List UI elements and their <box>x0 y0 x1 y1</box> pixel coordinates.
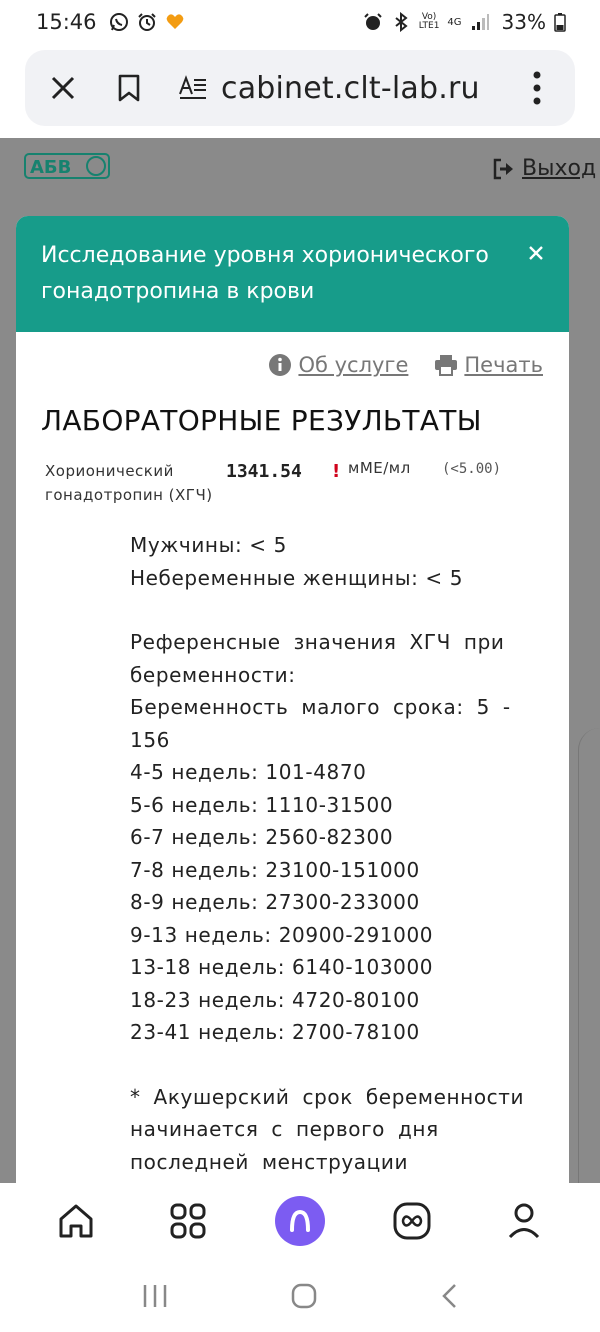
bluetooth-icon <box>391 12 411 32</box>
home-button[interactable] <box>48 1193 104 1249</box>
print-link[interactable] <box>434 348 543 382</box>
note-ref-heading: Референсные значения ХГЧ при беременности: <box>130 630 505 687</box>
status-bar <box>0 0 600 44</box>
note-footnote: * Акушерский срок беременности начинается с первого дня последней менструации <box>130 1084 525 1174</box>
app-heart-icon <box>165 12 185 32</box>
bookmark-button[interactable] <box>111 70 147 106</box>
svg-text:АБВ: АБВ <box>30 157 72 178</box>
about-service-link[interactable] <box>268 348 408 382</box>
note-men: Мужчины: < 5 <box>130 533 287 557</box>
week-range: 9-13 недель: 20900-291000 <box>130 922 434 947</box>
result-value: 1341.54 <box>226 461 302 482</box>
recent-apps-icon[interactable] <box>141 1283 169 1309</box>
alarm-icon <box>137 12 157 32</box>
reference-notes <box>16 529 569 1178</box>
close-tab-button[interactable] <box>45 70 81 106</box>
browser-toolbar <box>0 44 600 138</box>
result-row <box>16 459 569 529</box>
network-type: 4G <box>447 16 462 28</box>
browser-menu-button[interactable] <box>519 70 555 106</box>
home-circle-icon[interactable] <box>290 1282 318 1310</box>
reader-mode-button[interactable] <box>175 70 211 106</box>
status-time: 15:46 <box>36 10 97 34</box>
services-button[interactable] <box>160 1193 216 1249</box>
info-icon <box>268 353 292 377</box>
week-range: 13-18 недель: 6140-103000 <box>130 955 434 979</box>
week-range: 4-5 недель: 101-4870 <box>130 760 367 784</box>
battery-icon <box>554 12 566 32</box>
week-range: 5-6 недель: 1110-31500 <box>130 792 394 817</box>
modal-header <box>16 216 569 332</box>
alice-assistant-button[interactable] <box>272 1193 328 1249</box>
more-vertical-icon <box>532 71 542 105</box>
battery-percent: 33% <box>501 10 546 34</box>
week-range: 7-8 недель: 23100-151000 <box>130 857 420 882</box>
system-nav-bar <box>0 1259 600 1332</box>
result-reference: (<5.00) <box>442 461 502 477</box>
print-icon <box>434 354 458 376</box>
profile-icon <box>507 1202 541 1240</box>
grid-icon <box>170 1203 206 1239</box>
infinity-tabs-icon <box>393 1202 431 1240</box>
logout-link[interactable] <box>492 156 596 181</box>
modal-actions <box>16 332 569 382</box>
modal-title: Исследование уровня хорионического гонадотропина в крови <box>41 243 489 304</box>
alarm-icon <box>363 12 383 32</box>
week-range: 8-9 недель: 27300-233000 <box>130 890 420 914</box>
back-icon[interactable] <box>439 1282 459 1310</box>
web-page <box>0 138 600 1183</box>
url-text[interactable]: cabinet.clt-lab.ru <box>221 70 480 106</box>
signal-icon <box>470 12 490 32</box>
week-range: 6-7 недель: 2560-82300 <box>130 825 394 849</box>
tabs-button[interactable] <box>384 1193 440 1249</box>
bookmark-icon <box>117 74 141 102</box>
profile-button[interactable] <box>496 1193 552 1249</box>
result-name: Хорионический гонадотропин (ХГЧ) <box>45 462 213 504</box>
print-label: Печать <box>464 353 543 377</box>
address-bar[interactable] <box>25 50 575 126</box>
volte-label: Vo) LTE1 <box>418 12 440 31</box>
logout-icon <box>492 158 516 180</box>
section-title: ЛАБОРАТОРНЫЕ РЕЗУЛЬТАТЫ <box>41 404 482 437</box>
alice-icon <box>275 1196 325 1246</box>
logout-label: Выход <box>522 156 597 181</box>
service-details-modal <box>16 216 569 1183</box>
close-icon <box>50 75 76 101</box>
about-service-label: Об услуге <box>298 353 409 377</box>
result-unit: мМЕ/мл <box>348 459 411 477</box>
site-logo[interactable] <box>24 152 110 180</box>
whatsapp-icon <box>109 12 129 32</box>
modal-close-button[interactable] <box>525 242 547 264</box>
background-panel-edge <box>578 728 600 1183</box>
note-early-pregnancy: Беременность малого срока: 5 - 156 <box>130 695 511 752</box>
home-icon <box>56 1201 96 1241</box>
reader-mode-icon <box>178 74 208 102</box>
week-range: 23-41 недель: 2700-78100 <box>130 1020 420 1044</box>
browser-bottom-nav <box>0 1183 600 1259</box>
note-nonpregnant: Небеременные женщины: < 5 <box>130 565 464 590</box>
week-range: 18-23 недель: 4720-80100 <box>130 987 420 1012</box>
result-alert-flag: ! <box>332 461 341 482</box>
